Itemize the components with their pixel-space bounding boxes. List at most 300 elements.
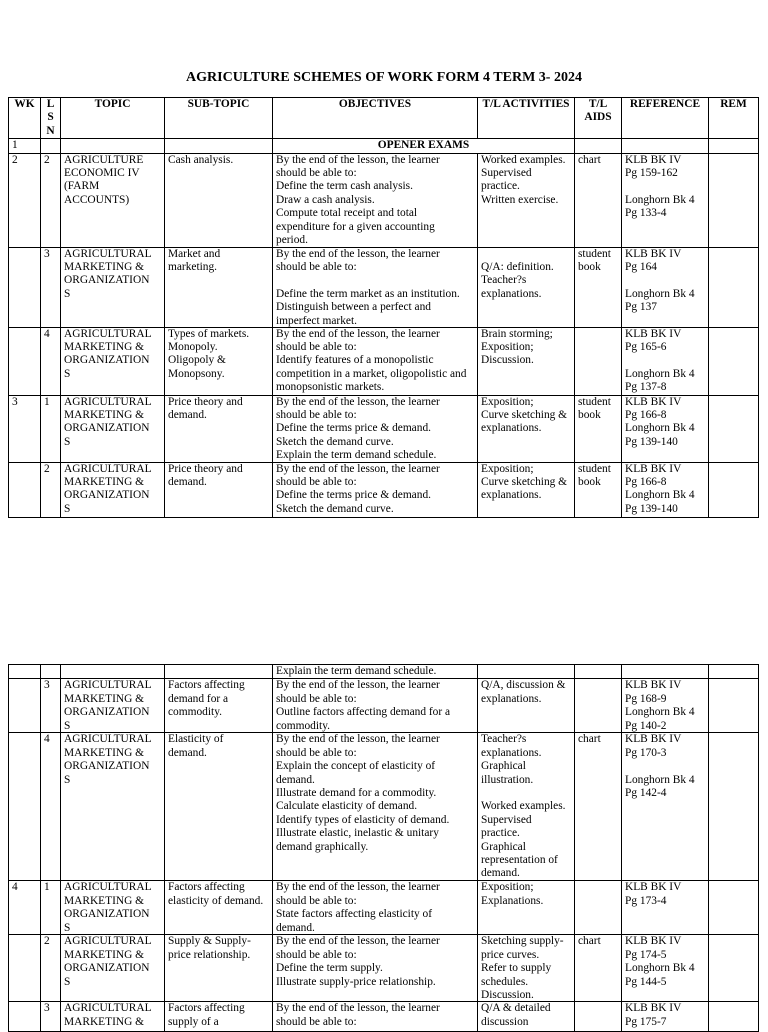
reference-cell-line: Longhorn Bk 4 — [625, 193, 695, 206]
objectives-cell-line: Define the term market as an institution. — [276, 287, 460, 300]
objectives-cell-line: State factors affecting elasticity of — [276, 908, 433, 921]
topic-cell-line: S — [64, 367, 71, 380]
objectives-cell-line: imperfect market. — [276, 314, 357, 327]
reference-cell-line: KLB BK IV — [625, 153, 682, 166]
topic-cell-line: AGRICULTURAL — [64, 733, 152, 746]
topic-cell-line: S — [64, 287, 71, 300]
lesson-row — [9, 1002, 759, 1032]
remarks-cell — [709, 462, 759, 517]
topic-cell-line: ACCOUNTS) — [64, 193, 130, 206]
reference-cell-line: Pg 170-3 — [625, 746, 667, 759]
objectives-cell-line: should be able to: — [276, 746, 357, 759]
lesson-cell: 2 — [41, 462, 61, 517]
objectives-cell — [273, 462, 478, 517]
topic-cell-line: MARKETING & — [64, 341, 145, 354]
objectives-cell-line: Distinguish between a perfect and — [276, 301, 431, 314]
activities-cell-line: Worked examples. — [481, 153, 566, 166]
activities-cell-line: Supervised — [481, 167, 532, 180]
objectives-cell-line: should be able to: — [276, 409, 357, 422]
objectives-cell-line: By the end of the lesson, the learner — [276, 247, 440, 260]
subtopic-cell-line: commodity. — [168, 706, 222, 719]
aids-cell-line: book — [578, 409, 601, 422]
aids-cell-line: student — [578, 247, 611, 260]
objectives-cell-line: Illustrate supply-price relationship. — [276, 975, 436, 988]
reference-cell-line: Pg 173-4 — [625, 894, 667, 907]
cont-reference — [622, 665, 709, 679]
topic-cell — [61, 327, 165, 395]
activities-cell-line: Supervised — [481, 813, 532, 826]
objectives-cell-line: Sketch the demand curve. — [276, 502, 394, 515]
week-cell — [9, 247, 41, 327]
activities-cell-line: Exposition; — [481, 341, 534, 354]
week-cell — [9, 327, 41, 395]
reference-cell-line: KLB BK IV — [625, 679, 682, 692]
objectives-cell — [273, 935, 478, 1002]
reference-cell — [622, 153, 709, 247]
subtopic-cell-line: Market and — [168, 247, 221, 260]
header-objectives: OBJECTIVES — [273, 98, 478, 139]
reference-cell-line: Pg 137 — [625, 301, 657, 314]
reference-cell-line: Longhorn Bk 4 — [625, 287, 695, 300]
remarks-cell — [709, 327, 759, 395]
topic-cell-line: MARKETING & — [64, 261, 145, 274]
activities-cell-line: explanations. — [481, 422, 542, 435]
opener-topic — [61, 139, 165, 153]
activities-cell-line: demand. — [481, 867, 520, 880]
remarks-cell — [709, 247, 759, 327]
topic-cell-line: ORGANIZATION — [64, 908, 150, 921]
objectives-cell-line: By the end of the lesson, the learner — [276, 395, 440, 408]
activities-cell — [478, 881, 575, 935]
objectives-cell-line: should be able to: — [276, 167, 357, 180]
opener-wk: 1 — [9, 139, 41, 153]
activities-cell-line: Exposition; — [481, 462, 534, 475]
header-aids: T/L AIDS — [575, 98, 622, 139]
reference-cell-line: KLB BK IV — [625, 881, 682, 894]
activities-cell — [478, 935, 575, 1002]
header-lsn — [41, 98, 61, 139]
reference-cell — [622, 679, 709, 733]
reference-cell — [622, 733, 709, 881]
reference-cell — [622, 881, 709, 935]
objectives-cell — [273, 881, 478, 935]
objectives-cell-line: By the end of the lesson, the learner — [276, 153, 440, 166]
reference-cell — [622, 462, 709, 517]
reference-cell-line: KLB BK IV — [625, 462, 682, 475]
objectives-cell-line: By the end of the lesson, the learner — [276, 935, 440, 948]
activities-cell-line: explanations. — [481, 746, 542, 759]
lesson-cell: 3 — [41, 1002, 61, 1032]
reference-cell-line: KLB BK IV — [625, 935, 682, 948]
aids-cell — [575, 881, 622, 935]
objectives-cell-line: demand. — [276, 773, 315, 786]
subtopic-cell — [165, 679, 273, 733]
subtopic-cell-line: supply of a — [168, 1015, 219, 1028]
topic-cell-line: S — [64, 435, 71, 448]
objectives-cell-line: By the end of the lesson, the learner — [276, 733, 440, 746]
reference-cell-line: Longhorn Bk 4 — [625, 773, 695, 786]
document-title: AGRICULTURE SCHEMES OF WORK FORM 4 TERM 3- 2024 — [186, 70, 582, 85]
objectives-cell-line: monopsonistic markets. — [276, 381, 385, 394]
remarks-cell — [709, 153, 759, 247]
objectives-cell-line: By the end of the lesson, the learner — [276, 1002, 440, 1015]
lesson-row — [9, 733, 759, 881]
header-wk: WK — [9, 98, 41, 139]
objectives-cell-line: should be able to: — [276, 948, 357, 961]
week-cell — [9, 1002, 41, 1032]
reference-cell-line: Longhorn Bk 4 — [625, 962, 695, 975]
reference-cell-line: Pg 144-5 — [625, 975, 667, 988]
activities-cell-line: Q/A, discussion & — [481, 679, 566, 692]
reference-cell-line — [625, 354, 705, 367]
objectives-cell — [273, 395, 478, 462]
aids-cell-line: chart — [578, 153, 601, 166]
subtopic-cell — [165, 881, 273, 935]
reference-cell — [622, 1002, 709, 1032]
topic-cell-line: ORGANIZATION — [64, 274, 150, 287]
activities-cell-line — [481, 787, 571, 800]
objectives-cell-line: should be able to: — [276, 894, 357, 907]
aids-cell — [575, 1002, 622, 1032]
week-cell — [9, 935, 41, 1002]
objectives-cell-line: Illustrate demand for a commodity. — [276, 787, 437, 800]
topic-cell-line: AGRICULTURAL — [64, 1002, 152, 1015]
subtopic-cell-line: Elasticity of — [168, 733, 224, 746]
activities-cell-line: Sketching supply- — [481, 935, 564, 948]
subtopic-cell-line: Monopsony. — [168, 367, 225, 380]
opener-aids — [575, 139, 622, 153]
opener-reference — [622, 139, 709, 153]
cont-rem — [709, 665, 759, 679]
objectives-cell-line: Sketch the demand curve. — [276, 435, 394, 448]
activities-cell-line: Q/A: definition. — [481, 261, 554, 274]
aids-cell — [575, 327, 622, 395]
subtopic-cell — [165, 327, 273, 395]
lesson-cell: 1 — [41, 881, 61, 935]
objectives-cell — [273, 327, 478, 395]
schemes-table-part-2 — [8, 664, 759, 1032]
opener-subtopic — [165, 139, 273, 153]
cont-activities — [478, 665, 575, 679]
topic-cell — [61, 247, 165, 327]
activities-cell-line: Exposition; — [481, 881, 534, 894]
activities-cell-line: illustration. — [481, 773, 534, 786]
topic-cell-line: S — [64, 975, 71, 988]
header-rem: REM — [709, 98, 759, 139]
objectives-cell — [273, 733, 478, 881]
objectives-cell-line: should be able to: — [276, 261, 357, 274]
subtopic-cell-line: Price theory and — [168, 462, 243, 475]
topic-cell-line: ORGANIZATION — [64, 422, 150, 435]
week-cell: 2 — [9, 153, 41, 247]
objectives-cell-line: period. — [276, 234, 308, 247]
objectives-cell-line: expenditure for a given accounting — [276, 220, 435, 233]
objectives-cell — [273, 679, 478, 733]
subtopic-cell — [165, 935, 273, 1002]
objectives-cell-line: Compute total receipt and total — [276, 207, 418, 220]
lesson-cell: 2 — [41, 153, 61, 247]
header-lsn-label: L S N — [46, 98, 55, 137]
reference-cell-line: Pg 159-162 — [625, 167, 678, 180]
topic-cell-line: AGRICULTURAL — [64, 935, 152, 948]
topic-cell-line: S — [64, 921, 71, 934]
remarks-cell — [709, 395, 759, 462]
topic-cell-line: AGRICULTURE — [64, 153, 144, 166]
subtopic-cell-line: Factors affecting — [168, 679, 245, 692]
objectives-cell — [273, 1002, 478, 1032]
objectives-cell — [273, 153, 478, 247]
objectives-cell-line: demand. — [276, 921, 315, 934]
topic-cell-line: ECONOMIC IV — [64, 167, 140, 180]
subtopic-cell-line: Oligopoly & — [168, 354, 226, 367]
lesson-row — [9, 395, 759, 462]
remarks-cell — [709, 679, 759, 733]
topic-cell — [61, 679, 165, 733]
subtopic-cell — [165, 733, 273, 881]
topic-cell — [61, 881, 165, 935]
opener-label: OPENER EXAMS — [273, 139, 575, 153]
remarks-cell — [709, 733, 759, 881]
topic-cell-line: ORGANIZATION — [64, 489, 150, 502]
remarks-cell — [709, 881, 759, 935]
reference-cell-line — [625, 760, 705, 773]
lesson-cell: 4 — [41, 733, 61, 881]
reference-cell — [622, 935, 709, 1002]
reference-cell-line: Pg 142-4 — [625, 787, 667, 800]
reference-cell-line: Pg 174-5 — [625, 948, 667, 961]
activities-cell-line: representation of — [481, 854, 558, 867]
lesson-row — [9, 679, 759, 733]
activities-cell-line: explanations. — [481, 692, 542, 705]
aids-cell-line: book — [578, 476, 601, 489]
continuation-row — [9, 665, 759, 679]
activities-cell-line: Explanations. — [481, 894, 544, 907]
lesson-cell: 2 — [41, 935, 61, 1002]
aids-cell — [575, 462, 622, 517]
subtopic-cell-line: demand. — [168, 409, 207, 422]
topic-cell — [61, 935, 165, 1002]
week-cell: 3 — [9, 395, 41, 462]
reference-cell-line: Pg 165-6 — [625, 341, 667, 354]
header-activities: T/L ACTIVITIES — [478, 98, 575, 139]
activities-cell — [478, 395, 575, 462]
lesson-row — [9, 935, 759, 1002]
objectives-cell-line: Identify types of elasticity of demand. — [276, 813, 450, 826]
lesson-cell: 1 — [41, 395, 61, 462]
subtopic-cell — [165, 462, 273, 517]
subtopic-cell-line: demand. — [168, 476, 207, 489]
objectives-cell-line: By the end of the lesson, the learner — [276, 679, 440, 692]
activities-cell-line: Graphical — [481, 760, 526, 773]
topic-cell — [61, 395, 165, 462]
objectives-cell-line: Define the terms price & demand. — [276, 422, 431, 435]
topic-cell-line: AGRICULTURAL — [64, 462, 152, 475]
reference-cell — [622, 327, 709, 395]
subtopic-cell — [165, 153, 273, 247]
subtopic-cell-line: elasticity of demand. — [168, 894, 264, 907]
reference-cell-line: Pg 168-9 — [625, 692, 667, 705]
objectives-cell-line — [276, 274, 474, 287]
objectives-cell-line: should be able to: — [276, 1015, 357, 1028]
activities-cell-line: Exposition; — [481, 395, 534, 408]
activities-cell-line: explanations. — [481, 287, 542, 300]
reference-cell-line: Pg 139-140 — [625, 502, 678, 515]
topic-cell-line: AGRICULTURAL — [64, 247, 152, 260]
week-cell — [9, 462, 41, 517]
activities-cell-line: Curve sketching & — [481, 476, 568, 489]
topic-cell-line: AGRICULTURAL — [64, 881, 152, 894]
activities-cell-line: Refer to supply — [481, 962, 552, 975]
activities-cell-line: Brain storming; — [481, 327, 553, 340]
reference-cell — [622, 247, 709, 327]
activities-cell-line: practice. — [481, 827, 520, 840]
lesson-row — [9, 327, 759, 395]
aids-cell — [575, 679, 622, 733]
objectives-cell-line: By the end of the lesson, the learner — [276, 881, 440, 894]
topic-cell-line: AGRICULTURAL — [64, 679, 152, 692]
aids-cell-line: book — [578, 261, 601, 274]
topic-cell-line: ORGANIZATION — [64, 706, 150, 719]
week-cell — [9, 679, 41, 733]
objectives-cell-line: should be able to: — [276, 692, 357, 705]
reference-cell-line: KLB BK IV — [625, 733, 682, 746]
subtopic-cell-line: Factors affecting — [168, 881, 245, 894]
topic-cell-line: S — [64, 773, 71, 786]
topic-cell-line: MARKETING & — [64, 746, 145, 759]
topic-cell-line: AGRICULTURAL — [64, 327, 152, 340]
objectives-cell-line: Define the terms price & demand. — [276, 489, 431, 502]
header-row — [9, 98, 759, 139]
objectives-cell-line: competition in a market, oligopolistic and — [276, 367, 467, 380]
subtopic-cell — [165, 1002, 273, 1032]
topic-cell-line: ORGANIZATION — [64, 354, 150, 367]
activities-cell-line: Discussion. — [481, 354, 534, 367]
opener-rem — [709, 139, 759, 153]
activities-cell-line: practice. — [481, 180, 520, 193]
subtopic-cell-line: Supply & Supply- — [168, 935, 251, 948]
activities-cell-line — [481, 248, 571, 261]
aids-cell — [575, 935, 622, 1002]
topic-cell-line: MARKETING & — [64, 476, 145, 489]
lesson-row — [9, 881, 759, 935]
topic-cell-line: MARKETING & — [64, 948, 145, 961]
activities-cell-line: price curves. — [481, 948, 540, 961]
header-reference: REFERENCE — [622, 98, 709, 139]
aids-cell-line: chart — [578, 733, 601, 746]
activities-cell — [478, 679, 575, 733]
reference-cell-line: Longhorn Bk 4 — [625, 489, 695, 502]
lesson-row — [9, 462, 759, 517]
activities-cell-line: Curve sketching & — [481, 409, 568, 422]
subtopic-cell — [165, 395, 273, 462]
reference-cell-line: Pg 166-8 — [625, 476, 667, 489]
subtopic-cell-line: Factors affecting — [168, 1002, 245, 1015]
aids-cell — [575, 733, 622, 881]
activities-cell — [478, 247, 575, 327]
subtopic-cell-line: marketing. — [168, 261, 218, 274]
objectives-cell-line: Draw a cash analysis. — [276, 193, 375, 206]
cont-objective: Explain the term demand schedule. — [273, 665, 478, 679]
activities-cell-line: Written exercise. — [481, 193, 559, 206]
opener-row — [9, 139, 759, 153]
subtopic-cell-line: price relationship. — [168, 948, 251, 961]
activities-cell-line: Discussion. — [481, 989, 534, 1002]
cont-topic — [61, 665, 165, 679]
topic-cell — [61, 733, 165, 881]
objectives-cell-line: should be able to: — [276, 341, 357, 354]
aids-cell-line: student — [578, 395, 611, 408]
lesson-cell: 4 — [41, 327, 61, 395]
objectives-cell-line: Define the term cash analysis. — [276, 180, 413, 193]
lesson-row — [9, 153, 759, 247]
aids-cell-line: chart — [578, 935, 601, 948]
activities-cell-line: Teacher?s — [481, 733, 527, 746]
subtopic-cell — [165, 247, 273, 327]
objectives-cell-line: Explain the concept of elasticity of — [276, 760, 436, 773]
topic-cell-line: ORGANIZATION — [64, 962, 150, 975]
aids-cell — [575, 247, 622, 327]
week-cell: 4 — [9, 881, 41, 935]
activities-cell-line: discussion — [481, 1015, 529, 1028]
activities-cell-line: explanations. — [481, 489, 542, 502]
reference-cell — [622, 395, 709, 462]
header-topic: TOPIC — [61, 98, 165, 139]
reference-cell-line: Longhorn Bk 4 — [625, 706, 695, 719]
topic-cell — [61, 462, 165, 517]
topic-cell-line: MARKETING & — [64, 692, 145, 705]
subtopic-cell-line: Types of markets. — [168, 327, 250, 340]
reference-cell-line: KLB BK IV — [625, 247, 682, 260]
activities-cell-line: Teacher?s — [481, 274, 527, 287]
objectives-cell-line: Explain the term demand schedule. — [276, 449, 437, 462]
subtopic-cell-line: demand for a — [168, 692, 229, 705]
aids-cell-line: student — [578, 462, 611, 475]
subtopic-cell-line: Monopoly. — [168, 341, 218, 354]
reference-cell-line: KLB BK IV — [625, 395, 682, 408]
reference-cell-line: Pg 137-8 — [625, 381, 667, 394]
reference-cell-line: KLB BK IV — [625, 327, 682, 340]
activities-cell-line: schedules. — [481, 975, 529, 988]
topic-cell-line: S — [64, 502, 71, 515]
lesson-cell: 3 — [41, 247, 61, 327]
cont-lsn — [41, 665, 61, 679]
cont-wk — [9, 665, 41, 679]
cont-subtopic — [165, 665, 273, 679]
reference-cell-line: Pg 133-4 — [625, 207, 667, 220]
remarks-cell — [709, 935, 759, 1002]
cont-aids — [575, 665, 622, 679]
reference-cell-line: Pg 175-7 — [625, 1015, 667, 1028]
activities-cell — [478, 462, 575, 517]
topic-cell — [61, 153, 165, 247]
topic-cell-line: MARKETING & — [64, 894, 145, 907]
activities-cell-line: Graphical — [481, 840, 526, 853]
reference-cell-line — [625, 180, 705, 193]
objectives-cell-line: Identify features of a monopolistic — [276, 354, 434, 367]
schemes-table-part-1 — [8, 97, 759, 518]
reference-cell-line: Pg 164 — [625, 261, 657, 274]
aids-cell — [575, 395, 622, 462]
subtopic-cell-line: Price theory and — [168, 395, 243, 408]
objectives-cell-line: should be able to: — [276, 476, 357, 489]
topic-cell-line: S — [64, 719, 71, 732]
topic-cell-line: MARKETING & — [64, 409, 145, 422]
reference-cell-line: Longhorn Bk 4 — [625, 422, 695, 435]
topic-cell-line: AGRICULTURAL — [64, 395, 152, 408]
activities-cell — [478, 733, 575, 881]
activities-cell — [478, 1002, 575, 1032]
objectives-cell-line: By the end of the lesson, the learner — [276, 327, 440, 340]
